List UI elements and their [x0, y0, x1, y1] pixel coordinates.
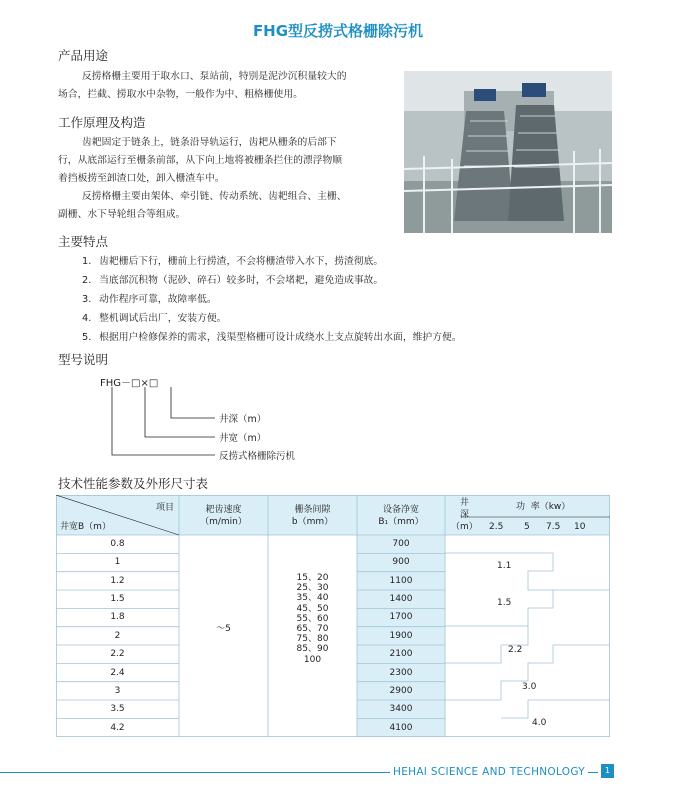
table-cell: 0.8: [110, 539, 125, 549]
table-cell: 2.4: [110, 667, 125, 678]
table-cell: 4100: [389, 722, 413, 733]
depth-tick: 10: [574, 522, 586, 532]
table-cell: 2: [114, 630, 121, 641]
table-cell: 1100: [389, 575, 413, 586]
table-cell: 2100: [389, 649, 413, 660]
table-cell: 1: [114, 557, 121, 568]
depth-tick: 2.5: [489, 522, 504, 532]
principle-line-3: 着挡板捞至卸渣口处，卸入栅渣车中。: [58, 173, 225, 184]
gap-value: 55、60: [296, 613, 329, 624]
gap-value: 25、30: [296, 583, 329, 594]
model-heading: 型号说明: [58, 352, 109, 367]
header-depth: 井 深 （m）: [451, 498, 478, 532]
table-cell: 1.5: [110, 594, 125, 605]
model-label-width: 井宽（m）: [219, 433, 267, 444]
power-value: 3.0: [522, 682, 537, 692]
gap-value: 100: [303, 654, 322, 665]
feature-item: 4. 整机调试后出厂，安装方便。: [82, 313, 227, 324]
page-number: 1: [601, 764, 614, 778]
table-cell: 1.8: [110, 612, 125, 623]
table-cell: 2300: [389, 667, 413, 678]
power-value: 2.2: [508, 645, 523, 655]
usage-line-2: 场合，拦截、捞取水中杂物，一般作为中、粗格栅使用。: [58, 89, 303, 100]
feature-item: 2. 当底部沉积物（泥砂、碎石）较多时，不会堵耙，避免造成事故。: [82, 275, 384, 286]
principle-heading: 工作原理及构造: [58, 115, 146, 130]
principle-line-5: 副栅、水下导轮组合等组成。: [58, 209, 186, 220]
table-cell: 2.2: [110, 649, 125, 660]
table-cell: 3.5: [110, 704, 125, 715]
header-power: 功 率（kw）: [516, 502, 571, 512]
table-cell: 3400: [389, 704, 413, 715]
power-value: 1.5: [497, 598, 512, 608]
table-cell: 1700: [389, 612, 413, 623]
gap-values: [268, 573, 357, 665]
page-title: FHG型反捞式格栅除污机: [252, 22, 424, 40]
principle-line-4: 反捞格栅主要由架体、牵引链、传动系统、齿耙组合、主栅、: [82, 191, 347, 202]
feature-item: 5. 根据用户检修保养的需求，浅渠型格栅可设计成绕水上支点旋转出水面，维护方便。: [82, 332, 462, 343]
header-width: 井宽B（m）: [60, 522, 111, 532]
depth-tick: 5: [524, 522, 530, 532]
speed-value: ～5: [216, 624, 231, 634]
principle-line-1: 齿耙固定于链条上，链条沿导轨运行，齿耙从栅条的后部下: [82, 137, 337, 148]
footer-company: HEHAI SCIENCE AND TECHNOLOGY: [390, 766, 588, 778]
feature-item: 1. 齿耙栅后下行，栅前上行捞渣，不会将栅渣带入水下，捞渣彻底。: [82, 256, 384, 267]
header-gap: 栅条间隙 b（mm）: [291, 505, 334, 527]
power-value: 1.1: [497, 561, 512, 571]
depth-tick: 7.5: [546, 522, 561, 532]
model-label-name: 反捞式格栅除污机: [219, 451, 296, 462]
feature-item: 3. 动作程序可靠，故障率低。: [82, 294, 217, 305]
gap-value: 35、40: [296, 593, 329, 604]
features-heading: 主要特点: [58, 234, 109, 249]
gap-value: 45、50: [296, 603, 329, 614]
table-cell: 1400: [389, 594, 413, 605]
table-cell: 2900: [389, 685, 413, 696]
power-value: 4.0: [532, 718, 547, 728]
table-cell: 1900: [389, 630, 413, 641]
table-cell: 4.2: [110, 722, 125, 733]
header-net-width: 设备净宽 B₁（mm）: [378, 505, 424, 527]
usage-heading: 产品用途: [58, 48, 109, 63]
table-cell: 3: [114, 685, 121, 696]
header-item: 项目: [156, 503, 175, 513]
spec-table: [56, 495, 610, 737]
table-cell: 1.2: [110, 575, 125, 586]
principle-line-2: 行，从底部运行至栅条前部，从下向上地将被栅条拦住的漂浮物顺: [58, 155, 343, 166]
gap-value: 75、80: [296, 634, 329, 645]
gap-value: 65、70: [296, 624, 329, 635]
net-width-column: [357, 535, 445, 737]
table-heading: 技术性能参数及外形尺寸表: [58, 476, 209, 491]
gap-value: 15、20: [296, 573, 329, 583]
model-code: FHG－□×□: [100, 378, 159, 389]
table-cell: 900: [392, 557, 410, 568]
usage-line-1: 反捞格栅主要用于取水口、泵站前，特别是泥沙沉积量较大的: [82, 71, 347, 82]
width-column: [56, 535, 179, 737]
header-speed: 耙齿速度 （m/min）: [200, 505, 247, 527]
table-cell: 700: [392, 539, 410, 549]
model-label-depth: 井深（m）: [219, 414, 267, 425]
gap-value: 85、90: [296, 644, 329, 655]
